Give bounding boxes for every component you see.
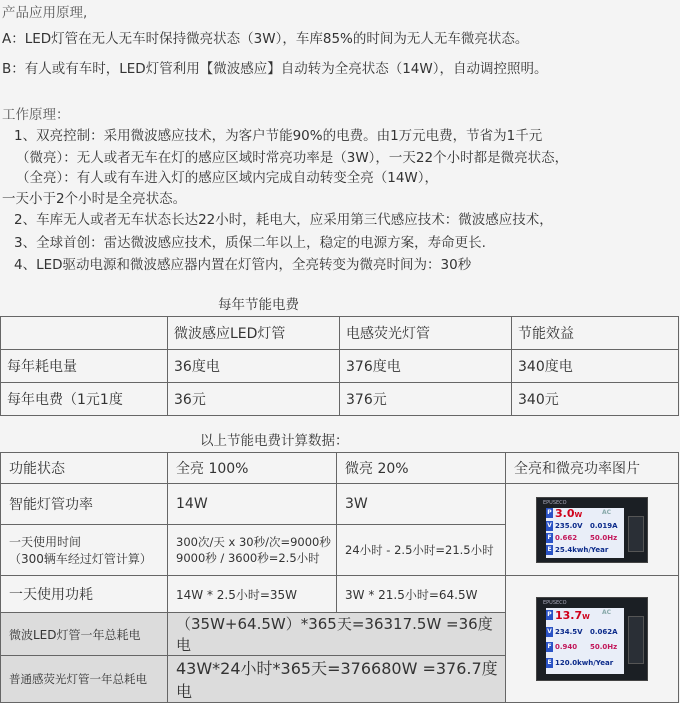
meter-mode: AC (602, 508, 612, 516)
table-row (1, 317, 679, 350)
meter-label: P (547, 508, 552, 516)
table-cell: 43W*24小时*365天=376680W =376.7度电 (168, 656, 506, 703)
principle-item-3: 3、全球首创：雷达微波感应技术，质保二年以上，稳定的电源方案，寿命更长. (14, 235, 486, 251)
intro-line-a: A：LED灯管在无人无车时保持微亮状态（3W），车库85%的时间为无人无车微亮状态。 (2, 31, 529, 47)
table-header-cell: 功能状态 (1, 453, 168, 484)
table-cell: 14W * 2.5小时=35W (168, 576, 337, 613)
meter-energy-value: 120.0kwh/Year (555, 659, 614, 667)
meter-current-value: 0.019A (590, 521, 618, 530)
table-cell (168, 525, 337, 576)
meter-photo-cell (506, 576, 679, 703)
table-cell: （35W+64.5W）*365天=36317.5W =36度电 (168, 613, 506, 656)
principle-item-1: 1、双亮控制：采用微波感应技术，为客户节能90%的电费。由1万元电费，节省为1千元 (14, 128, 543, 144)
table1-title: 每年节能电费 (218, 297, 299, 313)
meter-voltage-value: 234.5V (555, 628, 583, 636)
table-cell: 3W (337, 484, 506, 525)
table-cell: 340度电 (512, 350, 679, 383)
annual-savings-table (0, 316, 679, 416)
meter-power-value: 3.0W (555, 506, 583, 520)
table-cell: 376度电 (340, 350, 512, 383)
meter-voltage-value: 235.0V (555, 521, 583, 530)
intro-line-b: B：有人或有车时，LED灯管利用【微波感应】自动转为全亮状态（14W），自动调控照明。 (2, 61, 548, 77)
table-cell: 376元 (340, 383, 512, 416)
meter-side-panel (628, 616, 644, 664)
meter-pf-value: 0.662 (555, 533, 578, 542)
calculation-table (0, 452, 679, 703)
meter-current-value: 0.062A (590, 628, 618, 636)
meter-brand: EPUSECO (543, 600, 567, 606)
meter-screen (546, 608, 624, 674)
intro-heading: 产品应用原理, (2, 5, 88, 21)
meter-mode: AC (602, 609, 612, 616)
table2-title: 以上节能电费计算数据： (200, 433, 349, 449)
meter-photo-cell (506, 484, 679, 576)
table-header-cell: 全亮和微亮功率图片 (506, 453, 679, 484)
table-cell: 每年电费（1元1度 (1, 383, 168, 416)
table-cell: 14W (168, 484, 337, 525)
meter-label: E (547, 659, 552, 666)
table-cell: 36元 (168, 383, 340, 416)
table-row (1, 383, 679, 416)
meter-brand: EPUSECO (543, 499, 567, 506)
meter-energy-value: 25.4kwh/Year (555, 545, 609, 554)
principle-item-1-full: （全亮）：有人或有车进入灯的感应区域内完成自动转变全亮（14W）， (16, 170, 439, 186)
table-cell: 智能灯管功率 (1, 484, 168, 525)
meter-label: F (547, 533, 552, 541)
meter-label: V (547, 521, 552, 529)
table-header-cell (1, 317, 168, 350)
table-cell: 普通感荧光灯管一年总耗电 (1, 656, 168, 703)
meter-label: E (547, 545, 552, 553)
meter-photo-dim (536, 497, 648, 563)
usage-full-line: 9000秒 / 3600秒=2.5小时 (176, 551, 320, 565)
meter-label: F (547, 643, 552, 650)
meter-label: P (547, 611, 552, 618)
principle-item-4: 4、LED驱动电源和微波感应器内置在灯管内，全亮转变为微亮时间为：30秒 (14, 257, 472, 273)
table-cell: 24小时 - 2.5小时=21.5小时 (337, 525, 506, 576)
meter-side-panel (628, 516, 644, 552)
table-header-cell: 全亮 100% (168, 453, 337, 484)
meter-photo-full (536, 597, 648, 681)
table-row (1, 484, 679, 525)
table-header-cell: 微波感应LED灯管 (168, 317, 340, 350)
meter-screen (546, 508, 624, 558)
meter-hz-value: 50.0Hz (590, 643, 618, 651)
principle-item-1-dim: （微亮）：无人或者无车在灯的感应区域时常亮功率是（3W），一天22个小时都是微亮状态， (16, 150, 569, 166)
table-header-cell: 节能效益 (512, 317, 679, 350)
meter-hz-value: 50.0Hz (590, 533, 618, 542)
table-header-cell: 微亮 20% (337, 453, 506, 484)
table-cell: 每年耗电量 (1, 350, 168, 383)
meter-pf-value: 0.940 (555, 643, 578, 651)
table-header-cell: 电感荧光灯管 (340, 317, 512, 350)
table-cell: 一天使用功耗 (1, 576, 168, 613)
table-row (1, 576, 679, 613)
usage-label-line: （300辆车经过灯管计算） (9, 552, 152, 566)
principle-item-2: 2、车库无人或者无车状态长达22小时，耗电大，应采用第三代感应技术：微波感应技术， (14, 212, 553, 228)
usage-full-line: 300次/天 x 30秒/次=9000秒 (176, 535, 331, 549)
table-cell: 36度电 (168, 350, 340, 383)
principle-heading: 工作原理： (2, 107, 70, 123)
table-cell: 340元 (512, 383, 679, 416)
principle-item-1-note: 一天小于2个小时是全亮状态。 (2, 191, 187, 207)
table-cell: 3W * 21.5小时=64.5W (337, 576, 506, 613)
meter-power-value: 13.7W (555, 609, 590, 622)
table-cell (1, 525, 168, 576)
usage-label-line: 一天使用时间 (9, 535, 82, 549)
meter-label: V (547, 628, 552, 635)
table-cell: 微波LED灯管一年总耗电 (1, 613, 168, 656)
table-row (1, 350, 679, 383)
table-row (1, 453, 679, 484)
